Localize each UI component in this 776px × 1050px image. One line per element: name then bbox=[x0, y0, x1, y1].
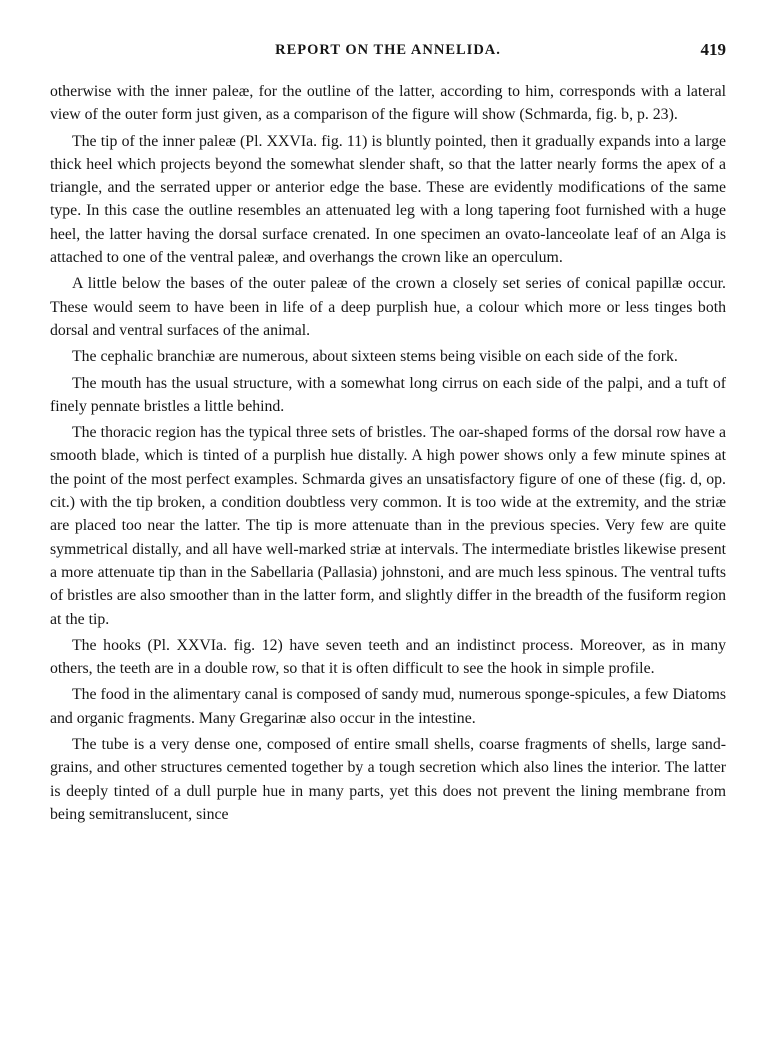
running-header bbox=[50, 40, 726, 68]
body-text bbox=[50, 80, 726, 826]
paragraph: The tip of the inner paleæ (Pl. XXVIa. fig. 11) is bluntly pointed, then it gradually expands into a large thick heel which projects beyond the somewhat slender shaft, so that the latter nearly forms the apex of a triangle, and the serrated upper or anterior edge the base. These are evidently modifications of the same type. In this case the outline resembles an attenuated leg with a long tapering foot furnished with a huge heel, the latter having the dorsal surface crenated. In one specimen an ovato-lanceolate leaf of an Alga is attached to one of the ventral paleæ, and overhangs the crown like an operculum. bbox=[50, 132, 726, 267]
paragraph: The mouth has the usual structure, with a somewhat long cirrus on each side of the palpi, and a tuft of finely pennate bristles a little behind. bbox=[50, 374, 726, 415]
page-number: 419 bbox=[700, 40, 726, 59]
paragraph: A little below the bases of the outer paleæ of the crown a closely set series of conical papillæ occur. These would seem to have been in life of a deep purplish hue, a colour which more or less tinges both dorsal and ventral surfaces of the animal. bbox=[50, 275, 726, 339]
running-title: REPORT ON THE ANNELIDA. bbox=[275, 42, 501, 58]
paragraph: The tube is a very dense one, composed of entire small shells, coarse fragments of shells, large sand-grains, and other structures cemented together by a tough secretion which also lines the interior. The latter is deeply tinted of a dull purple hue in many parts, yet this does not prevent the lining membrane from being semitranslucent, since bbox=[50, 736, 726, 823]
paragraph: otherwise with the inner paleæ, for the outline of the latter, according to him, corresponds with a lateral view of the outer form just given, as a comparison of the figure will show (Schmarda, fig. b, p. 23). bbox=[50, 83, 726, 124]
paragraph: The hooks (Pl. XXVIa. fig. 12) have seven teeth and an indistinct process. Moreover, as in many others, the teeth are in a double row, so that it is often difficult to see the hook in simple profile. bbox=[50, 636, 726, 678]
paragraph: The cephalic branchiæ are numerous, about sixteen stems being visible on each side of the fork. bbox=[72, 348, 678, 366]
paragraph: The food in the alimentary canal is composed of sandy mud, numerous sponge-spicules, a few Diatoms and organic fragments. Many Gregarinæ also occur in the intestine. bbox=[50, 686, 726, 727]
paragraph: The thoracic region has the typical three sets of bristles. The oar-shaped forms of the dorsal row have a smooth blade, which is tinted of a purplish hue distally. A high power shows only a few minute spines at the point of the most perfect examples. Schmarda gives an unsatisfactory figure of one of these (fig. d, op. cit.) with the tip broken, a condition doubtless very common. It is too wide at the extremity, and the striæ are placed too near the latter. The tip is more attenuate than in the previous species. Very few are quite symmetrical distally, and all have well-marked striæ at intervals. The intermediate bristles likewise present a more attenuate tip than in the Sabellaria (Pallasia) johnstoni, and are much less spinous. The ventral tufts of bristles are also smoother than in the latter form, and slightly differ in the breadth of the fusiform region at the tip. bbox=[50, 424, 726, 628]
